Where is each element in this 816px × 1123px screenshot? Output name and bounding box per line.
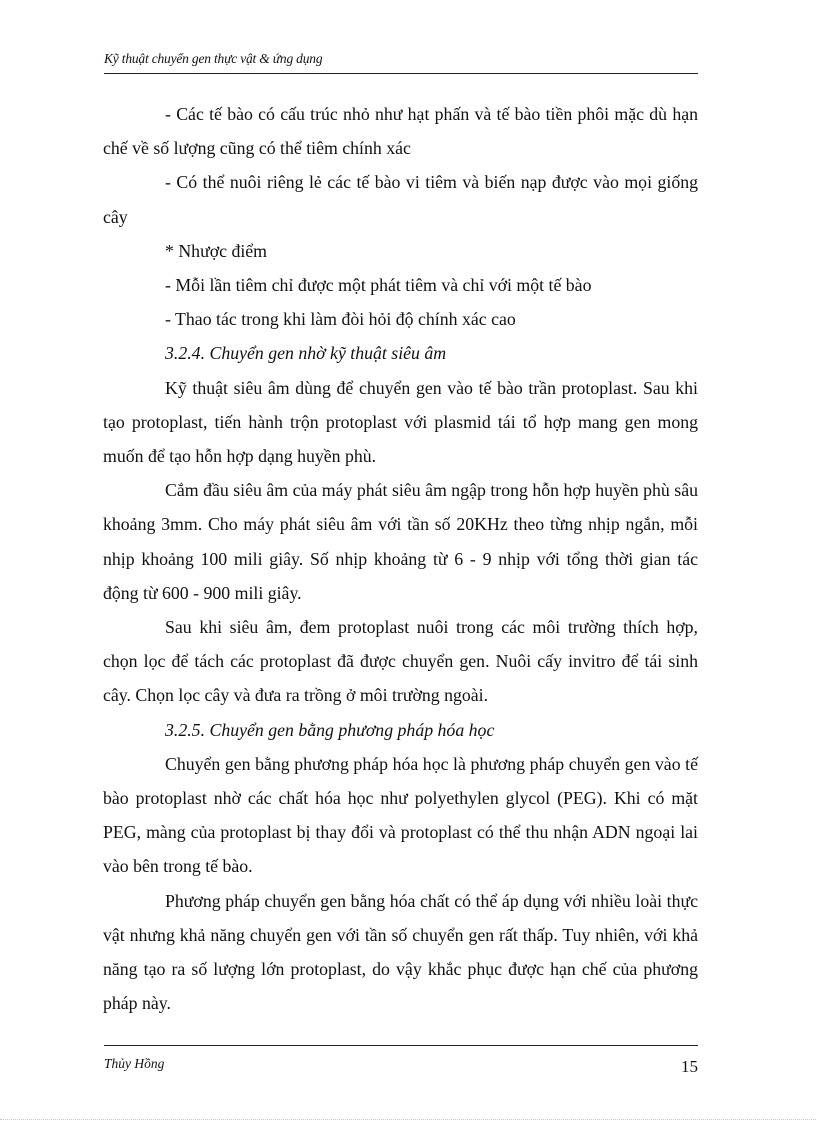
paragraph-chemical-intro: Chuyển gen bằng phương pháp hóa học là phương pháp chuyển gen vào tế bào protoplast nhờ các chất hóa học như polyethylen glycol (PEG). Khi có mặt PEG, màng của protoplast bị thay đổi và protoplast có thể thu nhận ADN ngoại lai vào bên trong tế bào. [103,753,698,877]
page-number: 15 [681,1057,698,1076]
footer-divider [104,1045,698,1046]
header-divider [104,73,698,74]
paragraph-disadvantages-heading: * Nhược điểm [165,240,267,261]
paragraph-chemical-limits: Phương pháp chuyển gen bằng hóa chất có thể áp dụng với nhiều loài thực vật nhưng khả năng chuyển gen với tần số chuyển gen rất thấp. Tuy nhiên, với khả năng tạo ra số lượng lớn protoplast, do vậy khắc phục được hạn chế của phương pháp này. [103,890,698,1014]
section-heading-chemical: 3.2.5. Chuyển gen bằng phương pháp hóa học [165,719,495,740]
paragraph-advantage-culture: - Có thể nuôi riêng lẻ các tế bào vi tiêm và biến nạp được vào mọi giống cây [103,172,698,227]
paragraph-ultrasound-after: Sau khi siêu âm, đem protoplast nuôi trong các môi trường thích hợp, chọn lọc để tách các protoplast đã được chuyển gen. Nuôi cấy invitro để tái sinh cây. Chọn lọc cây và đưa ra trồng ở môi trường ngoài. [103,617,698,706]
footer-author: Thủy Hồng [104,1056,165,1071]
paragraph-disadvantage-one-cell: - Mỗi lần tiêm chỉ được một phát tiêm và chỉ với một tế bào [165,275,592,296]
page-bottom-edge [0,1119,816,1120]
section-heading-ultrasound: 3.2.4. Chuyển gen nhờ kỹ thuật siêu âm [165,343,447,364]
paragraph-ultrasound-intro: Kỹ thuật siêu âm dùng để chuyển gen vào tế bào trần protoplast. Sau khi tạo protoplast, tiến hành trộn protoplast với plasmid tái tổ hợp mang gen mong muốn để tạo hỗn hợp dạng huyền phù. [103,377,698,467]
paragraph-disadvantage-precision: - Thao tác trong khi làm đòi hỏi độ chính xác cao [165,309,516,330]
running-header: Kỹ thuật chuyển gen thực vật & ứng dụng [104,51,323,66]
paragraph-advantage-small-cells: - Các tế bào có cấu trúc nhỏ như hạt phấn và tế bào tiền phôi mặc dù hạn chế về số lượng cũng có thể tiêm chính xác [103,104,698,159]
page-body [103,97,698,1020]
paragraph-ultrasound-procedure: Cắm đầu siêu âm của máy phát siêu âm ngập trong hỗn hợp huyền phù sâu khoảng 3mm. Cho máy phát siêu âm với tần số 20KHz theo từng nhịp ngắn, mỗi nhịp khoảng 100 mili giây. Số nhịp khoảng từ 6 - 9 nhịp với tổng thời gian tác động từ 600 - 900 mili giây. [103,480,698,603]
